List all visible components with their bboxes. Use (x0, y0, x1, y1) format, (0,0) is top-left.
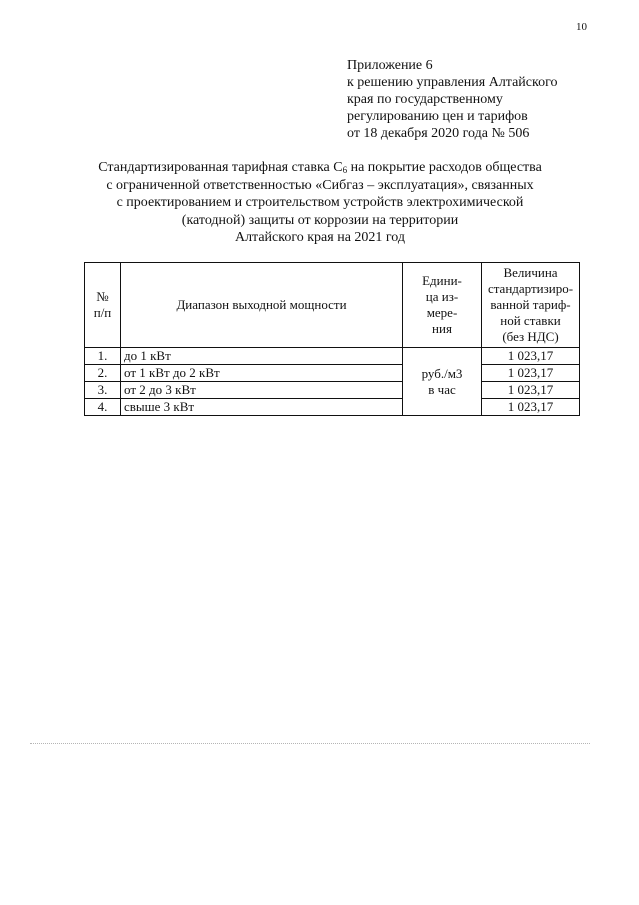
unit-text: руб./м3 (421, 365, 463, 381)
row-rate: 1 023,17 (482, 348, 580, 365)
row-num: 3. (85, 382, 121, 399)
table-header-row (85, 263, 580, 348)
header-text: стандартизиро- (487, 281, 574, 296)
title-line (60, 159, 580, 177)
title-line: с проектированием и строительством устройств электрохимической (116, 195, 524, 210)
row-range: от 2 до 3 кВт (121, 382, 403, 399)
row-rate: 1 023,17 (482, 365, 580, 382)
title-line: с ограниченной ответственностью «Сибгаз – эксплуатация», связанных (106, 177, 534, 193)
scan-divider (30, 743, 590, 744)
appendix-line: к решению управления Алтайского (347, 75, 558, 90)
title-text: Стандартизированная тарифная ставка С (98, 160, 343, 175)
row-rate: 1 023,17 (482, 399, 580, 416)
header-range: Диапазон выходной мощности (121, 263, 403, 348)
header-text: ца из- (425, 289, 459, 304)
row-range: свыше 3 кВт (121, 399, 403, 416)
row-rate: 1 023,17 (482, 382, 580, 399)
header-text: № (96, 289, 109, 304)
appendix-line: края по государственному (347, 92, 503, 107)
title-line: Алтайского края на 2021 год (234, 230, 406, 245)
title-subscript: 6 (342, 165, 348, 175)
header-text: ванной тариф- (490, 297, 571, 312)
row-num: 2. (85, 365, 121, 382)
title-line: (катодной) защиты от коррозии на территории (181, 212, 459, 228)
tariff-table (84, 262, 580, 416)
row-range: от 1 кВт до 2 кВт (121, 365, 403, 382)
appendix-line: регулированию цен и тарифов (347, 109, 528, 124)
header-text: мере- (426, 305, 458, 320)
header-unit (403, 263, 482, 348)
table-row (85, 399, 580, 416)
title-text: на покрытие расходов общества (347, 160, 542, 175)
table-row (85, 382, 580, 399)
table-row (85, 348, 580, 365)
header-rate (482, 263, 580, 348)
unit-text: в час (428, 381, 456, 397)
header-text: ной ставки (500, 313, 561, 328)
appendix-line: от 18 декабря 2020 года № 506 (347, 126, 530, 141)
appendix-block (347, 57, 607, 142)
header-num (85, 263, 121, 348)
appendix-line: Приложение 6 (347, 58, 433, 73)
header-text: п/п (93, 305, 112, 320)
document-title (60, 159, 580, 247)
header-text: Величина (503, 265, 558, 280)
header-text: (без НДС) (502, 329, 559, 344)
row-num: 1. (85, 348, 121, 365)
header-text: ния (432, 321, 452, 336)
row-range: до 1 кВт (121, 348, 403, 365)
unit-cell (403, 348, 482, 416)
header-text: Едини- (422, 273, 462, 288)
row-num: 4. (85, 399, 121, 416)
table-row (85, 365, 580, 382)
page-number: 10 (576, 21, 587, 33)
